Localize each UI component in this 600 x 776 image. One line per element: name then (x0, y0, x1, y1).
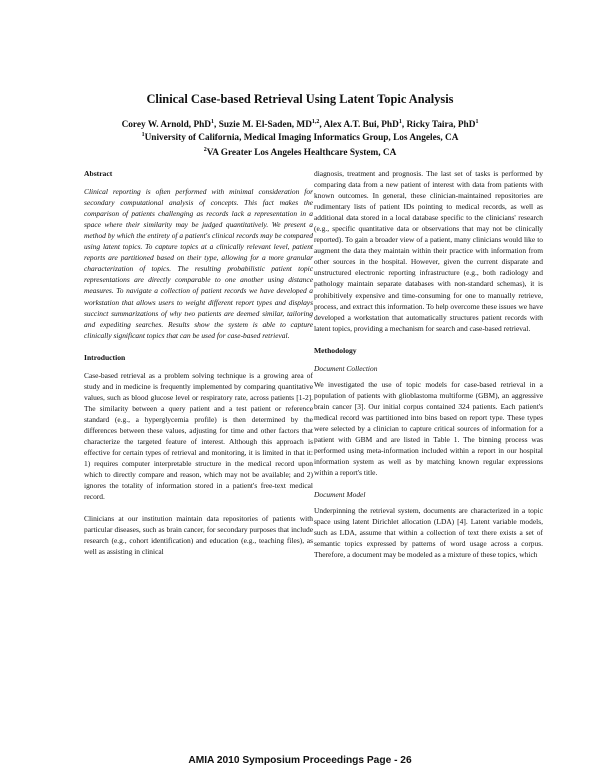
document-collection-subheading: Document Collection (314, 363, 378, 373)
paper-title: Clinical Case-based Retrieval Using Latent Topic Analysis (146, 92, 454, 106)
abstract-heading: Abstract (84, 169, 113, 178)
introduction-heading: Introduction (84, 352, 126, 362)
author: Ricky Taira, PhD$^1$ (406, 118, 479, 130)
methodology-heading: Methodology (314, 345, 357, 355)
left-column (84, 168, 313, 569)
affiliation-2: $^2$VA Greater Los Angeles Healthcare System, CA (203, 147, 397, 159)
introduction-continued: diagnosis, treatment and prognosis. The last set of tasks is performed by comparing data from a new patient of interest with data from patients with known outcomes. In general, these clinician-maintained repositories are rudimentary lists of patient IDs pointing to medical records, as well as additional data stored in a local database specific to the clinicians' research (e.g., specific quantitative data or observations that may not be clinically reported). To gain a broader view of a patient, many clinicians would like to augment the data they maintain within their practice with information from other sources in the hospital. However, given the current disparate and unstructured electronic reporting infrastructure (e.g., both radiology and pathology maintain separate databases with non-standard schemas), it is prohibitively expensive and time-consuming for one to manually retrieve, process, and extract this information. To help overcome these issues we have developed a workstation that automatically structures patient records with latent topics, providing a mechanism for search and case-based retrieval. (314, 169, 543, 333)
author: Alex A.T. Bui, PhD$^1$, (323, 118, 407, 130)
introduction-paragraph: Case-based retrieval as a problem solving technique is a growing area of study and in medicine is frequently implemented by comparing quantitative values, such as blood glucose level or respiratory rate, across patients [1-2]. The similarity between a query patient and a test patient or reference standard (e.g., a hyperglycemia profile) is then determined by the differences between these values, adjusting for time and other factors that characterize the targeted feature of interest. Although this approach is effective for certain types of retrieval and monitoring, it is limited in that it: 1) requires computer interpretable structure in the medical record upon which to directly compare and reason, which may not be available; and 2) ignores the totality of information stored in a patient's free-text medical record. (84, 370, 313, 502)
introduction-paragraph: Clinicians at our institution maintain data repositories of patients with particular diseases, such as brain cancer, for secondary purposes that include research (e.g., cohort identification) and education (e.g., teaching files), as well as assisting in clinical (84, 514, 313, 557)
document-model-subheading: Document Model (314, 490, 366, 500)
document-model-text: Underpinning the retrieval system, documents are characterized in a topic space using latent Dirichlet allocation (LDA) [4]. Latent variable models, such as LDA, assume that within a collection of text there exists a set of semantic topics expressed by patterns of word usage across a corpus. Therefore, a document may be modeled as a mixture of these topics, which (314, 506, 543, 560)
abstract-text: Clinical reporting is often performed with minimal consideration for secondary computational analysis of concepts. This fact makes the comparison of patients challenging as records lack a representation in a space where their similarity may be judged quantitatively. We present a method by which the entirety of a patient's clinical records may be compared using latent topics. To capture topics at a clinically relevant level, patient reports are partitioned based on their type, allowing for a more granular characterization of topics. The resulting probabilistic patient topic representations are directly comparable to one another using distance measures. To navigate a collection of patient records we have developed a workstation that allows users to weight different report types and displays succinct summarizations of why two patients are deemed similar, tailoring and expediting searches. Results show the system is able to capture clinically significant topics that can be used for case-based retrieval. (84, 187, 313, 340)
page-footer: AMIA 2010 Symposium Proceedings Page - 26 (188, 755, 412, 766)
affiliation-1: $^1$University of California, Medical Imaging Informatics Group, Los Angeles, CA (141, 132, 459, 144)
document-collection-text: We investigated the use of topic models for case-based retrieval in a population of patients with glioblastoma multiforme (GBM), an aggressive brain cancer [3]. Our initial corpus contained 324 patients. Each patient's medical record was partitioned into bins based on report type. These types were selected by a clinician to capture critical sources of information for a patient with GBM and are listed in Table 1. The binning process was performed using meta-information included within a report in our hospital information system as well as by matching known regular expressions within a report's title. (314, 379, 543, 478)
right-column (314, 168, 543, 572)
author: Corey W. Arnold, PhD$^1$, (121, 118, 219, 130)
author-list (0, 118, 600, 132)
author: Suzie M. El-Saden, MD$^{1,2}$, (218, 118, 324, 130)
